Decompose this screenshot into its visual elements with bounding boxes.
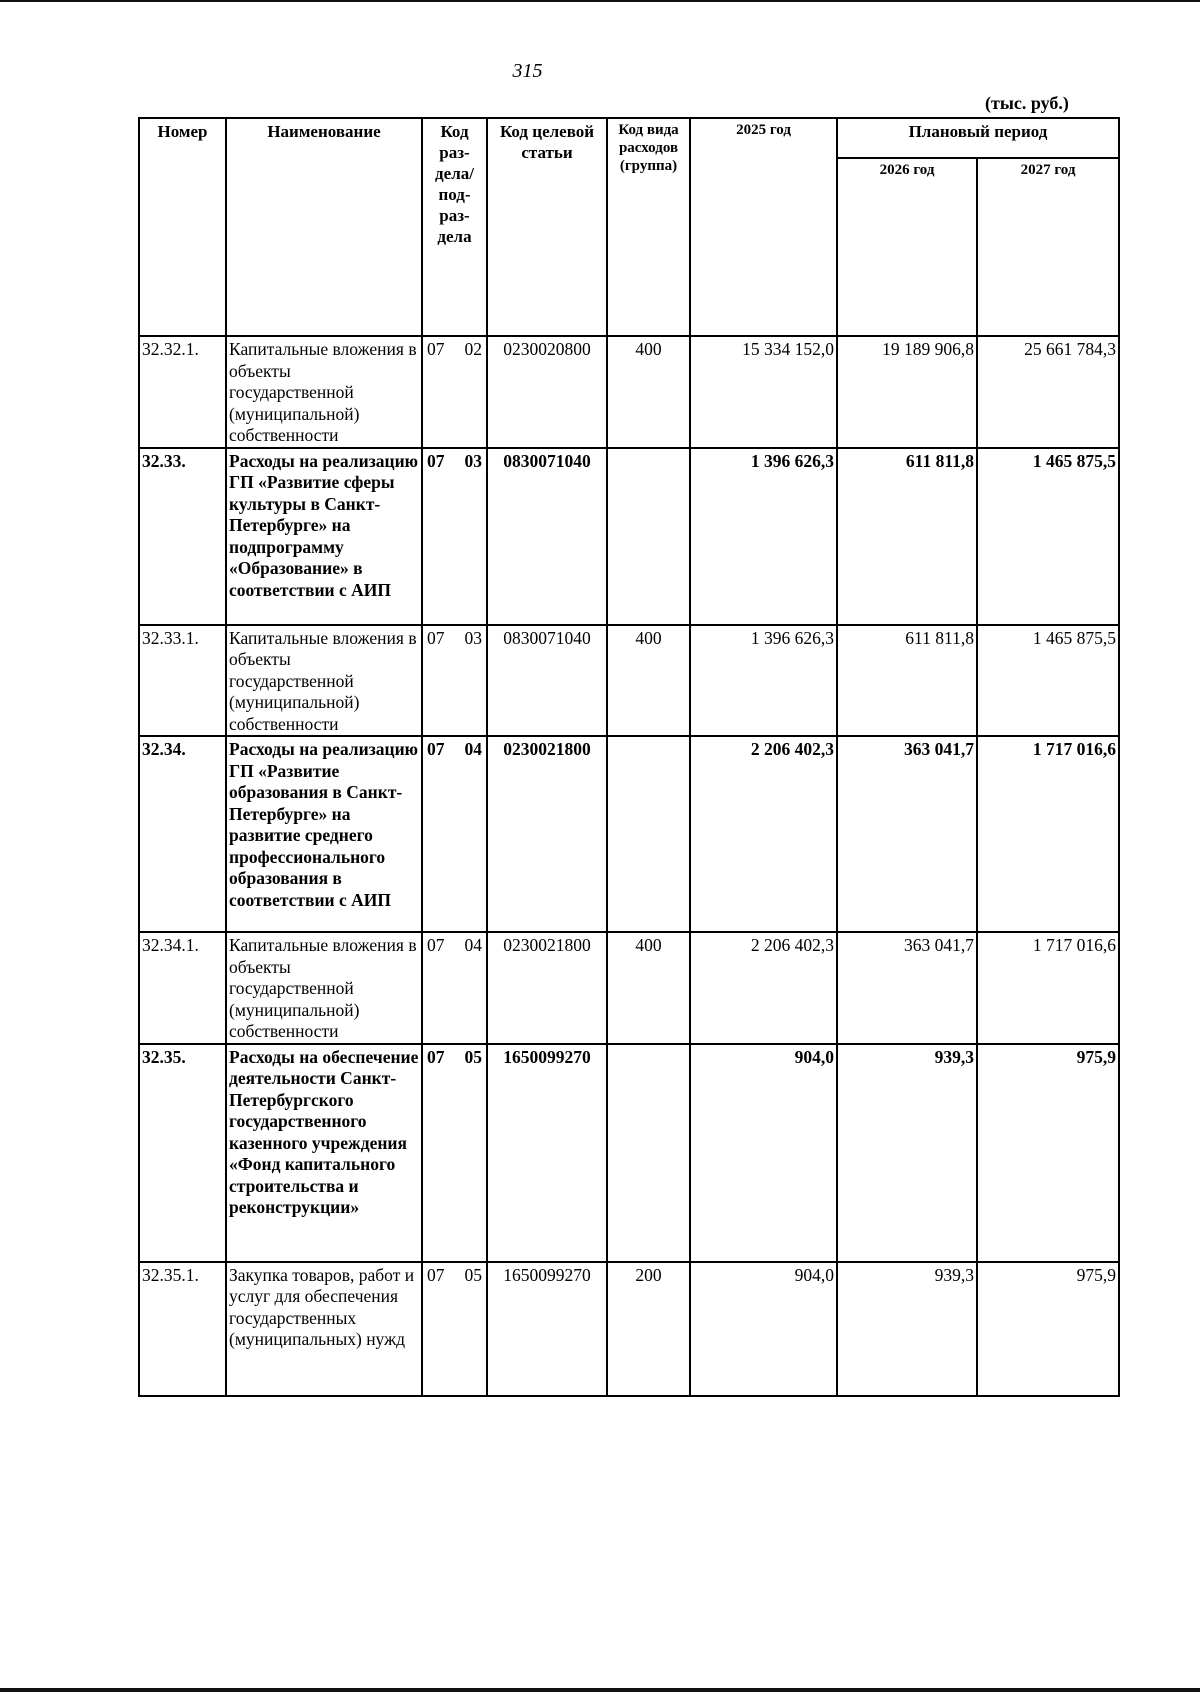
row-subsection: 05 xyxy=(464,1046,482,1067)
row-amount-2025: 904,0 xyxy=(690,1262,837,1396)
row-target-code: 1650099270 xyxy=(487,1262,607,1396)
row-section-code xyxy=(422,625,487,737)
row-amount-2027: 25 661 784,3 xyxy=(977,336,1119,448)
row-subsection: 03 xyxy=(464,627,482,648)
row-section-code xyxy=(422,736,487,932)
header-year-2025: 2025 год xyxy=(690,118,837,336)
row-amount-2027: 1 465 875,5 xyxy=(977,625,1119,737)
row-amount-2026: 363 041,7 xyxy=(837,736,977,932)
table-row xyxy=(139,1044,1119,1262)
row-name: Капитальные вложения в объекты государственной (муниципальной) собственности xyxy=(226,932,422,1044)
row-amount-2027: 975,9 xyxy=(977,1262,1119,1396)
row-expense-type xyxy=(607,1044,690,1262)
row-number: 32.32.1. xyxy=(139,336,226,448)
row-amount-2027: 975,9 xyxy=(977,1044,1119,1262)
row-expense-type: 200 xyxy=(607,1262,690,1396)
header-planning-period: Плановый период xyxy=(837,118,1119,158)
header-section-code: Код раз-дела/ под-раз-дела xyxy=(422,118,487,336)
row-amount-2025: 2 206 402,3 xyxy=(690,736,837,932)
row-expense-type: 400 xyxy=(607,932,690,1044)
row-section: 07 xyxy=(427,627,445,648)
header-year-2027: 2027 год xyxy=(977,158,1119,336)
row-subsection: 04 xyxy=(464,739,482,759)
row-expense-type xyxy=(607,736,690,932)
row-amount-2025: 15 334 152,0 xyxy=(690,336,837,448)
table-row xyxy=(139,336,1119,448)
row-section: 07 xyxy=(427,1264,445,1285)
row-target-code: 1650099270 xyxy=(487,1044,607,1262)
row-amount-2026: 611 811,8 xyxy=(837,625,977,737)
row-subsection: 03 xyxy=(464,450,482,471)
row-name: Капитальные вложения в объекты государственной (муниципальной) собственности xyxy=(226,336,422,448)
header-year-2026: 2026 год xyxy=(837,158,977,336)
row-target-code: 0830071040 xyxy=(487,625,607,737)
scan-edge-bottom xyxy=(0,1688,1200,1692)
table-row xyxy=(139,932,1119,1044)
row-target-code: 0230021800 xyxy=(487,736,607,932)
row-amount-2025: 1 396 626,3 xyxy=(690,625,837,737)
row-amount-2025: 1 396 626,3 xyxy=(690,448,837,625)
row-amount-2025: 904,0 xyxy=(690,1044,837,1262)
header-number: Номер xyxy=(139,118,226,336)
row-amount-2026: 939,3 xyxy=(837,1044,977,1262)
row-number: 32.34. xyxy=(139,736,226,932)
row-section: 07 xyxy=(427,339,445,359)
row-amount-2026: 363 041,7 xyxy=(837,932,977,1044)
row-section: 07 xyxy=(427,450,445,471)
row-amount-2026: 19 189 906,8 xyxy=(837,336,977,448)
row-name: Расходы на обеспечение деятельности Санкт-Петербургского государственного казенного учреждения «Фонд капитального строительства и реконструкции» xyxy=(226,1044,422,1262)
row-target-code: 0230020800 xyxy=(487,336,607,448)
page-number: 315 xyxy=(512,60,543,82)
row-name: Расходы на реализацию ГП «Развитие образования в Санкт-Петербурге» на развитие среднего профессионального образования в соответствии с АИП xyxy=(226,736,422,932)
header-target-code: Код целевой статьи xyxy=(487,118,607,336)
row-name: Закупка товаров, работ и услуг для обеспечения государственных (муниципальных) нужд xyxy=(226,1262,422,1396)
units-label: (тыс. руб.) xyxy=(985,93,1069,113)
row-section-code xyxy=(422,336,487,448)
row-number: 32.35. xyxy=(139,1044,226,1262)
row-section-code xyxy=(422,1262,487,1396)
row-name: Расходы на реализацию ГП «Развитие сферы культуры в Санкт-Петербурге» на подпрограмму «Образование» в соответствии с АИП xyxy=(226,448,422,625)
row-number: 32.33.1. xyxy=(139,625,226,737)
row-amount-2026: 939,3 xyxy=(837,1262,977,1396)
row-expense-type: 400 xyxy=(607,625,690,737)
row-amount-2025: 2 206 402,3 xyxy=(690,932,837,1044)
header-expense-type: Код вида расходов (группа) xyxy=(607,118,690,336)
header-row-1 xyxy=(139,118,1119,158)
table-row xyxy=(139,448,1119,625)
row-section: 07 xyxy=(427,935,445,955)
row-amount-2027: 1 465 875,5 xyxy=(977,448,1119,625)
row-subsection: 02 xyxy=(464,339,482,359)
row-section-code xyxy=(422,448,487,625)
row-section: 07 xyxy=(427,739,445,759)
row-number: 32.35.1. xyxy=(139,1262,226,1396)
row-section: 07 xyxy=(427,1046,445,1067)
row-section-code xyxy=(422,1044,487,1262)
header-name: Наименование xyxy=(226,118,422,336)
row-target-code: 0230021800 xyxy=(487,932,607,1044)
row-expense-type: 400 xyxy=(607,336,690,448)
row-section-code xyxy=(422,932,487,1044)
row-subsection: 05 xyxy=(464,1264,482,1285)
table-body xyxy=(139,336,1119,1396)
row-number: 32.34.1. xyxy=(139,932,226,1044)
scan-edge-top xyxy=(0,0,1200,2)
budget-table xyxy=(138,117,1120,1397)
row-subsection: 04 xyxy=(464,935,482,955)
row-number: 32.33. xyxy=(139,448,226,625)
row-name: Капитальные вложения в объекты государственной (муниципальной) собственности xyxy=(226,625,422,737)
row-amount-2027: 1 717 016,6 xyxy=(977,736,1119,932)
row-amount-2027: 1 717 016,6 xyxy=(977,932,1119,1044)
table-row xyxy=(139,736,1119,932)
row-amount-2026: 611 811,8 xyxy=(837,448,977,625)
row-target-code: 0830071040 xyxy=(487,448,607,625)
table-row xyxy=(139,1262,1119,1396)
row-expense-type xyxy=(607,448,690,625)
table-row xyxy=(139,625,1119,737)
